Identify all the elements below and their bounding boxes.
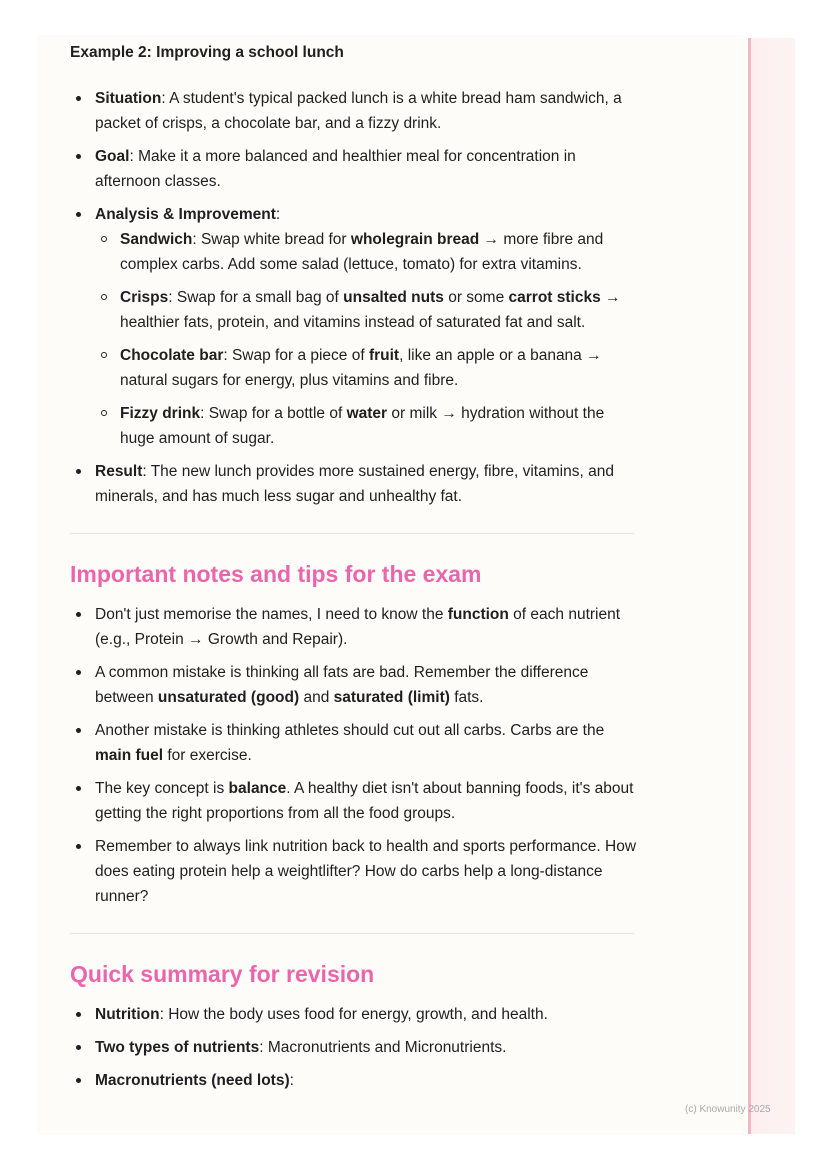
copyright-footer: (c) Knowunity 2025 [685, 1104, 771, 1115]
summary-item-nutrient-types: Two types of nutrients: Macronutrients and Micronutrients. [70, 1035, 640, 1060]
list-item-result: Result: The new lunch provides more sustained energy, fibre, vitamins, and minerals, and has much less sugar and unhealthy fat. [70, 459, 640, 509]
improvement-list [95, 227, 640, 451]
example-list [70, 86, 640, 509]
summary-item-nutrition: Nutrition: How the body uses food for energy, growth, and health. [70, 1002, 640, 1027]
tips-list [70, 602, 640, 909]
example-title: Example 2: Improving a school lunch [70, 44, 344, 61]
section-divider [70, 533, 634, 534]
list-item-goal: Goal: Make it a more balanced and healthier meal for concentration in afternoon classes. [70, 144, 640, 194]
tip-item: Remember to always link nutrition back to health and sports performance. How does eating protein help a weightlifter? How do carbs help a long-distance runner? [70, 834, 640, 909]
tips-heading: Important notes and tips for the exam [70, 561, 482, 587]
sub-item-crisps: Crisps: Swap for a small bag of unsalted nuts or some carrot sticks → healthier fats, protein, and vitamins instead of saturated fat and salt. [95, 285, 640, 335]
tip-item: Another mistake is thinking athletes should cut out all carbs. Carbs are the main fuel for exercise. [70, 718, 640, 768]
summary-heading: Quick summary for revision [70, 961, 375, 987]
list-item-situation: Situation: A student's typical packed lunch is a white bread ham sandwich, a packet of crisps, a chocolate bar, and a fizzy drink. [70, 86, 640, 136]
document-content [70, 42, 640, 1101]
sub-item-sandwich: Sandwich: Swap white bread for wholegrain bread → more fibre and complex carbs. Add some salad (lettuce, tomato) for extra vitamins. [95, 227, 640, 277]
tip-item: Don't just memorise the names, I need to know the function of each nutrient (e.g., Protein → Growth and Repair). [70, 602, 640, 652]
summary-list [70, 1002, 640, 1093]
list-item-analysis: Analysis & Improvement: Sandwich: Swap white bread for wholegrain bread → more fibre and complex carbs. Add some salad (lettuce, tomato) for extra vitamins. Crisps: Swap for a small bag of unsalted nuts or some carrot sticks → healthier fats, protein, and vitamins instead of saturated fat and salt. Chocolate bar: Swap for a piece of fruit, like an apple or a banana → natural sugars for energy, plus vitamins and fibre. Fizzy drink: Swap for a bottle of water or milk → hydration without the huge amount of sugar. [70, 202, 640, 451]
tip-item: A common mistake is thinking all fats are bad. Remember the difference between unsaturated (good) and saturated (limit) fats. [70, 660, 640, 710]
sub-item-chocolate-bar: Chocolate bar: Swap for a piece of fruit, like an apple or a banana → natural sugars for energy, plus vitamins and fibre. [95, 343, 640, 393]
summary-item-macronutrients: Macronutrients (need lots): [70, 1068, 640, 1093]
margin-band [748, 38, 795, 1134]
section-divider [70, 933, 634, 934]
sub-item-fizzy-drink: Fizzy drink: Swap for a bottle of water or milk → hydration without the huge amount of sugar. [95, 401, 640, 451]
tip-item: The key concept is balance. A healthy diet isn't about banning foods, it's about getting the right proportions from all the food groups. [70, 776, 640, 826]
